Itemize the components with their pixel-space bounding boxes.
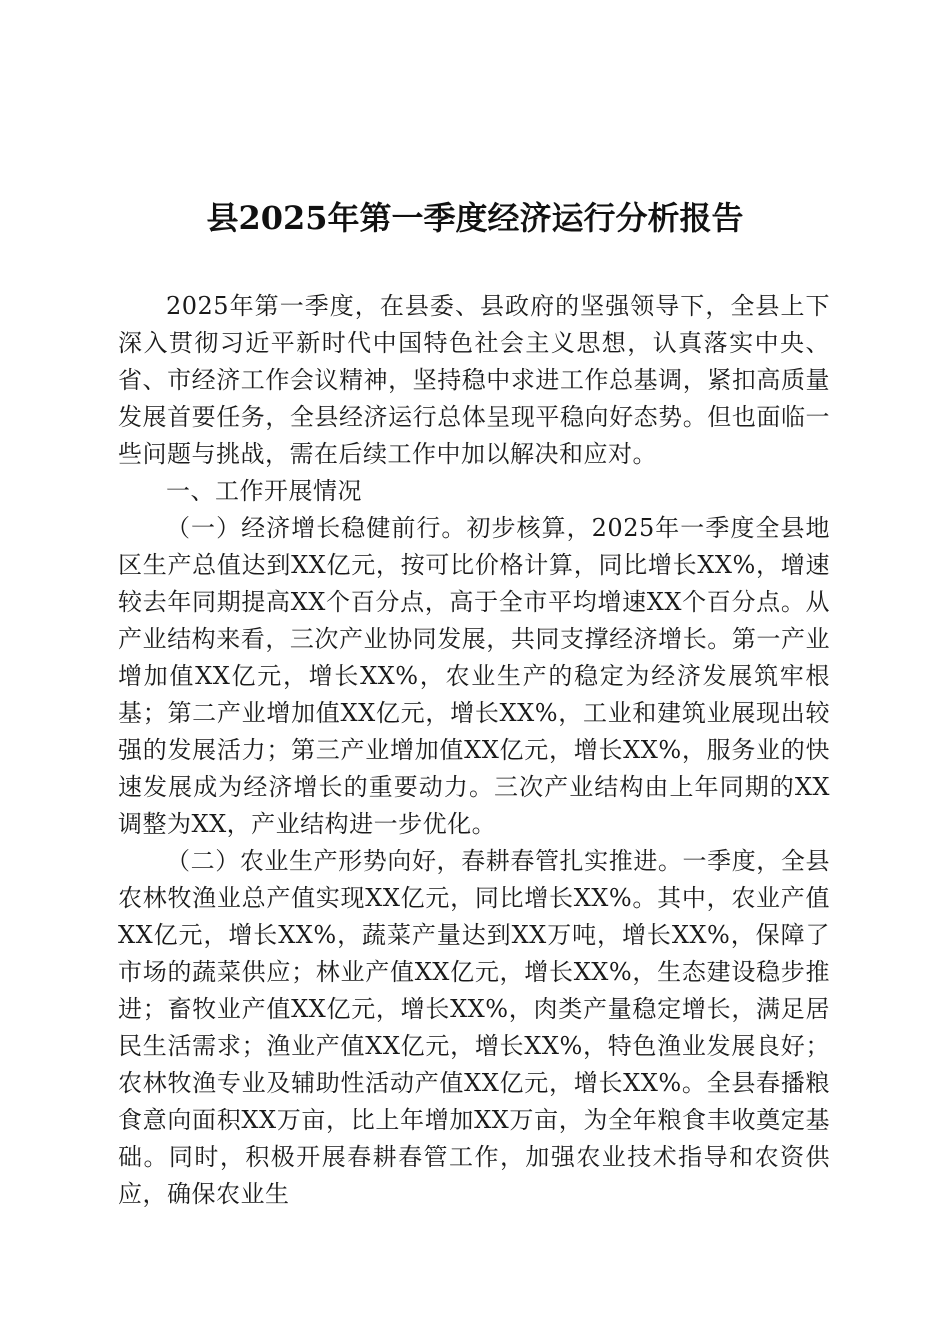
document-title: 县2025年第一季度经济运行分析报告 [206, 199, 744, 237]
document-body [118, 288, 830, 1213]
paragraph-economic-growth: （一）经济增长稳健前行。初步核算，2025年一季度全县地区生产总值达到XX亿元，按可比价格计算，同比增长XX%，增速较去年同期提高XX个百分点，高于全市平均增速XX个百分点。从产业结构来看，三次产业协同发展，共同支撑经济增长。第一产业增加值XX亿元，增长XX%，农业生产的稳定为经济发展筑牢根基；第二产业增加值XX亿元，增长XX%，工业和建筑业展现出较强的发展活力；第三产业增加值XX亿元，增长XX%，服务业的快速发展成为经济增长的重要动力。三次产业结构由上年同期的XX调整为XX，产业结构进一步优化。 [118, 514, 830, 838]
paragraph-agriculture: （二）农业生产形势向好，春耕春管扎实推进。一季度，全县农林牧渔业总产值实现XX亿元，同比增长XX%。其中，农业产值XX亿元，增长XX%，蔬菜产量达到XX万吨，增长XX%，保障了市场的蔬菜供应；林业产值XX亿元，增长XX%，生态建设稳步推进；畜牧业产值XX亿元，增长XX%，肉类产量稳定增长，满足居民生活需求；渔业产值XX亿元，增长XX%，特色渔业发展良好；农林牧渔专业及辅助性活动产值XX亿元，增长XX%。全县春播粮食意向面积XX万亩，比上年增加XX万亩，为全年粮食丰收奠定基础。同时，积极开展春耕春管工作，加强农业技术指导和农资供应，确保农业生 [118, 847, 830, 1208]
intro-paragraph: 2025年第一季度，在县委、县政府的坚强领导下，全县上下深入贯彻习近平新时代中国特色社会主义思想，认真落实中央、省、市经济工作会议精神，坚持稳中求进工作总基调，紧扣高质量发展首要任务，全县经济运行总体呈现平稳向好态势。但也面临一些问题与挑战，需在后续工作中加以解决和应对。 [118, 292, 830, 468]
section-heading-work-progress: 一、工作开展情况 [166, 477, 362, 505]
